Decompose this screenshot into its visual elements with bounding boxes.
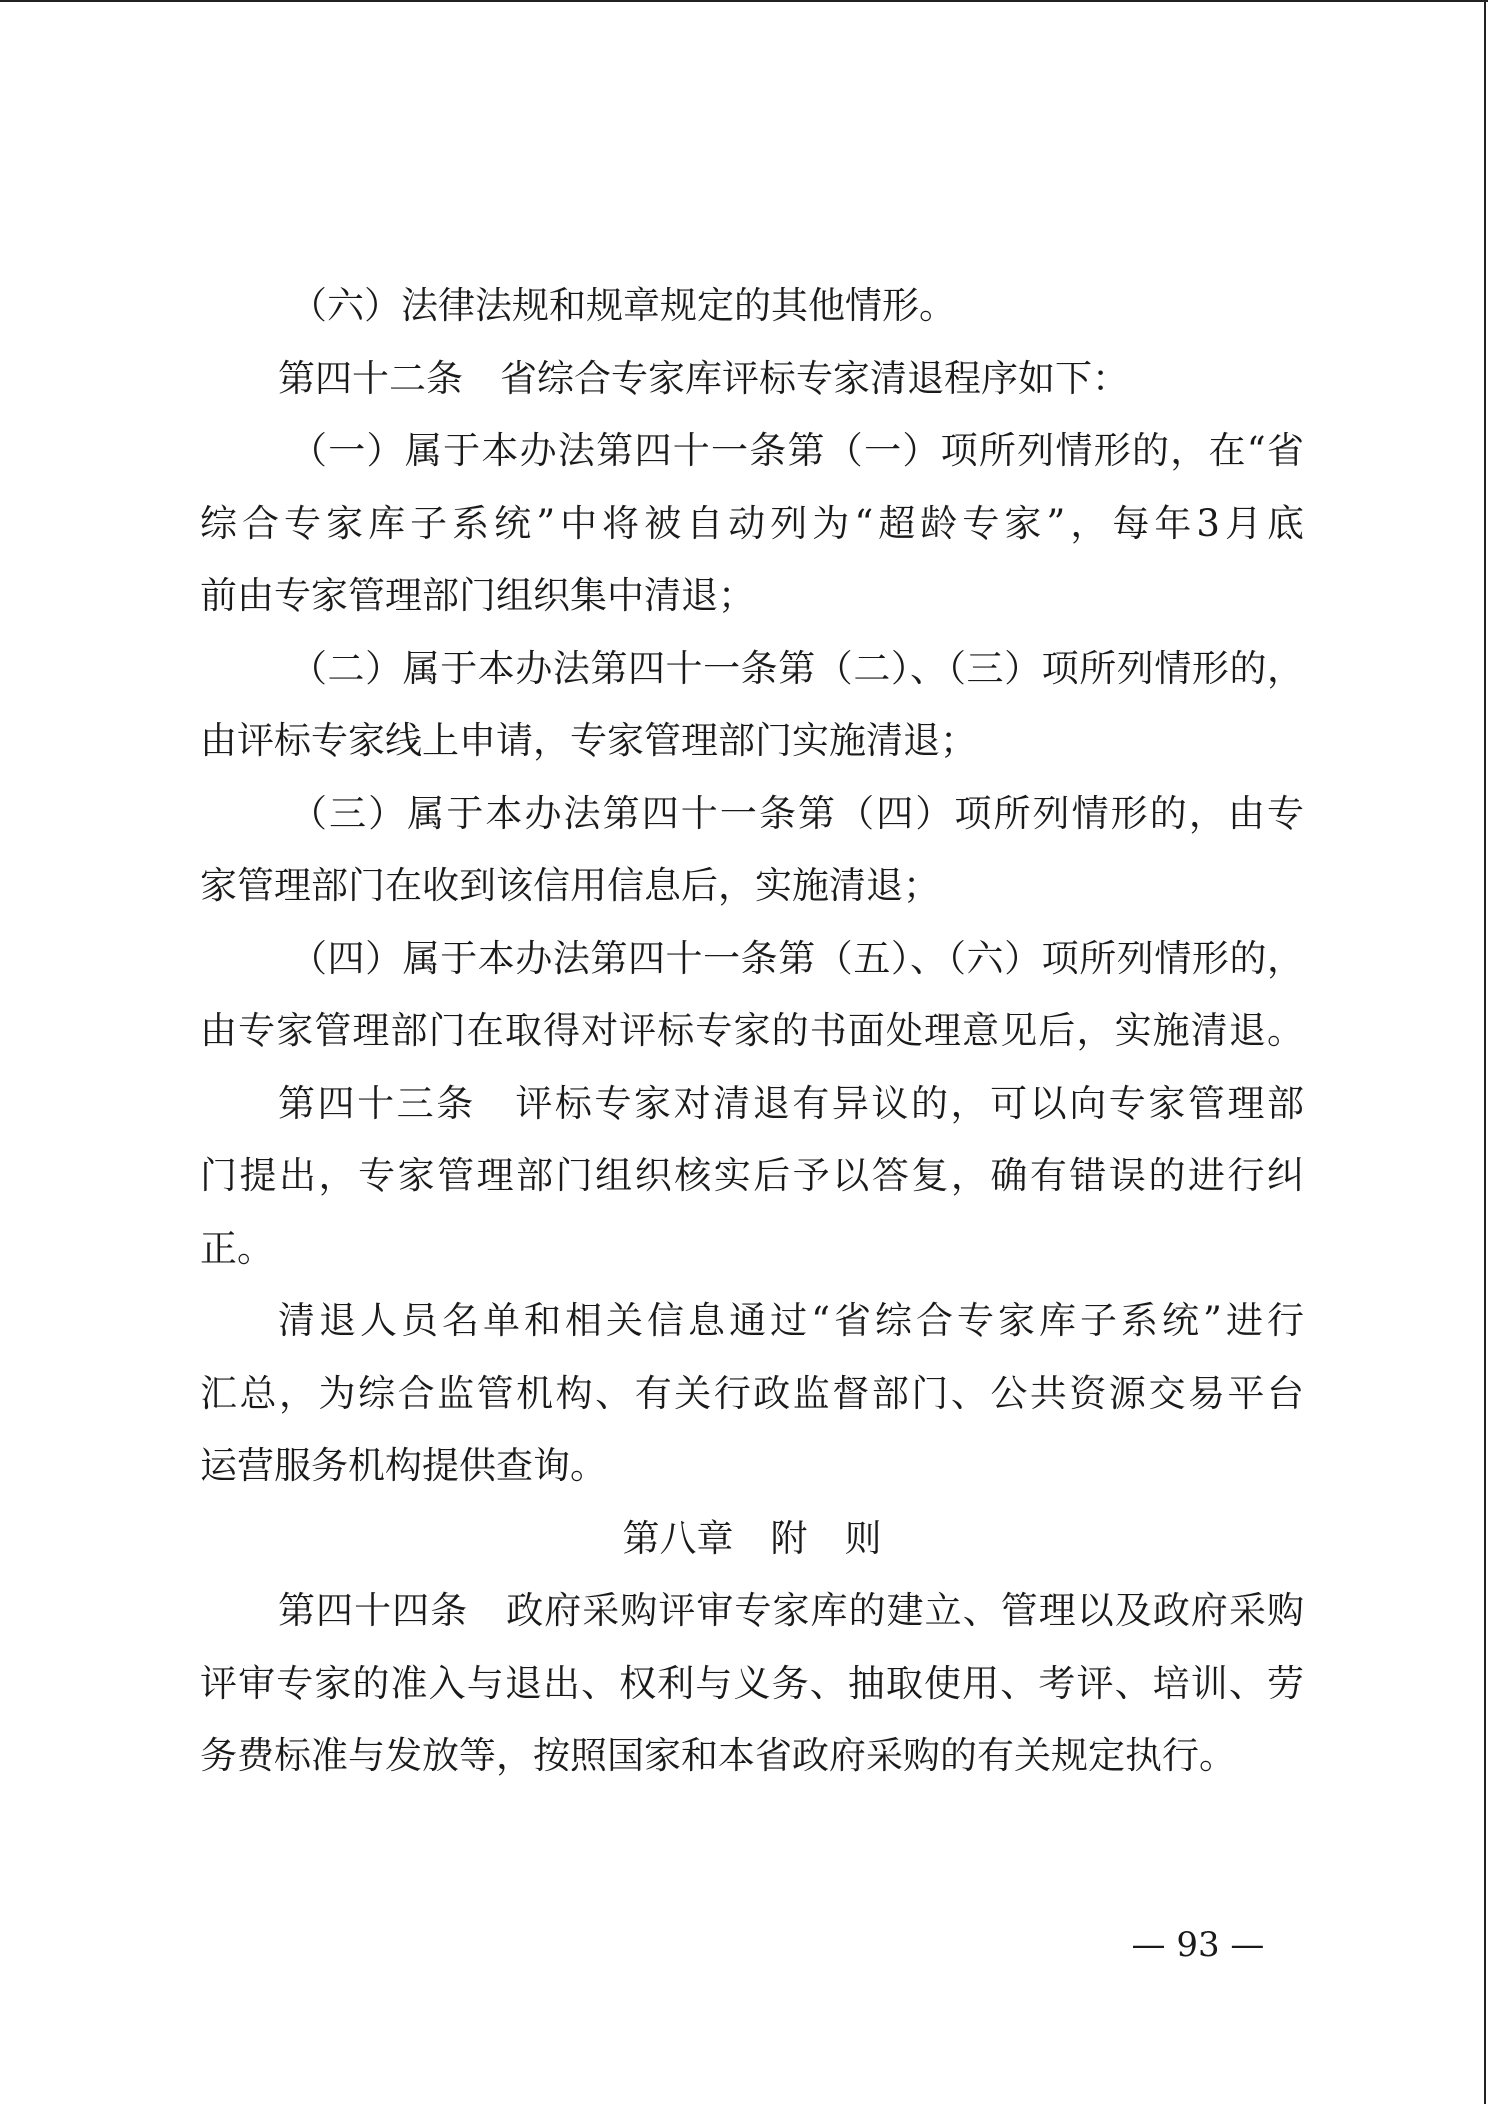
list-info-line-3: 运营服务机构提供查询。 — [200, 1444, 607, 1487]
article-42-heading: 第四十二条 省综合专家库评标专家清退程序如下： — [278, 356, 1129, 400]
article-42-item-2-line-1: （二）属于本办法第四十一条第（二）、（三）项所列情形的， — [290, 646, 1304, 690]
article-42-item-3-line-1: （三）属于本办法第四十一条第（四）项所列情形的，由专 — [290, 791, 1304, 835]
article-44-line-1: 第四十四条 政府采购评审专家库的建立、管理以及政府采购 — [278, 1589, 1304, 1632]
clause-six-line: （六）法律法规和规章规定的其他情形。 — [290, 284, 956, 327]
article-43-line-3: 正。 — [200, 1226, 274, 1270]
article-44-line-3: 务费标准与发放等，按照国家和本省政府采购的有关规定执行。 — [200, 1734, 1236, 1777]
article-42-item-1-line-2: 综合专家库子系统”中将被自动列为“超龄专家”，每年3月底 — [200, 501, 1304, 545]
chapter-8-heading: 第八章 附 则 — [622, 1516, 882, 1560]
page-border-right — [1484, 0, 1486, 2104]
article-42-item-4-line-2: 由专家管理部门在取得对评标专家的书面处理意见后，实施清退。 — [200, 1009, 1304, 1052]
article-42-item-1-line-3: 前由专家管理部门组织集中清退； — [200, 574, 755, 617]
article-42-item-4-line-1: （四）属于本办法第四十一条第（五）、（六）项所列情形的， — [290, 936, 1304, 980]
article-44-line-2: 评审专家的准入与退出、权利与义务、抽取使用、考评、培训、劳 — [200, 1661, 1304, 1705]
article-42-item-3-line-2: 家管理部门在收到该信用信息后，实施清退； — [200, 864, 940, 907]
list-info-line-2: 汇总，为综合监管机构、有关行政监督部门、公共资源交易平台 — [200, 1371, 1304, 1415]
article-42-item-2-line-2: 由评标专家线上申请，专家管理部门实施清退； — [200, 719, 977, 762]
article-43-line-2: 门提出，专家管理部门组织核实后予以答复，确有错误的进行纠 — [200, 1154, 1304, 1197]
article-42-item-1-line-1: （一）属于本办法第四十一条第（一）项所列情形的，在“省 — [290, 429, 1304, 472]
page-number: — 93 — — [1131, 1925, 1265, 1965]
article-43-line-1: 第四十三条 评标专家对清退有异议的，可以向专家管理部 — [278, 1081, 1304, 1125]
document-body — [200, 270, 1304, 1793]
page-border-top — [0, 0, 1488, 2]
list-info-line-1: 清退人员名单和相关信息通过“省综合专家库子系统”进行 — [278, 1299, 1304, 1342]
